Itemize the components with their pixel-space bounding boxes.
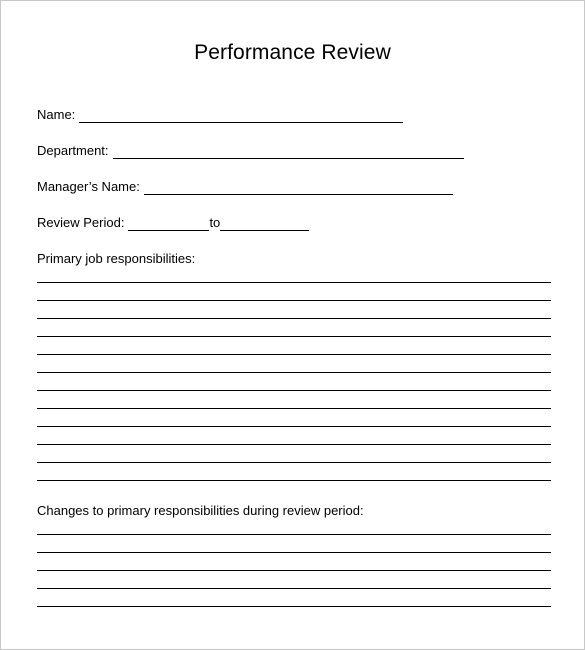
manager-name-field bbox=[37, 179, 453, 195]
primary-responsibilities-line[interactable] bbox=[37, 318, 551, 319]
primary-responsibilities-line[interactable] bbox=[37, 300, 551, 301]
department-field bbox=[37, 143, 464, 159]
changes-responsibilities-line[interactable] bbox=[37, 534, 551, 535]
page-title: Performance Review bbox=[194, 41, 391, 64]
manager-name-label: Manager’s Name: bbox=[37, 179, 140, 194]
department-label: Department: bbox=[37, 143, 109, 158]
review-period-start-line[interactable] bbox=[128, 217, 209, 231]
name-input-line[interactable] bbox=[79, 109, 403, 123]
review-period-label: Review Period: bbox=[37, 215, 125, 230]
changes-responsibilities-line[interactable] bbox=[37, 606, 551, 607]
changes-responsibilities-line[interactable] bbox=[37, 588, 551, 589]
name-label: Name: bbox=[37, 107, 76, 122]
changes-responsibilities-label: Changes to primary responsibilities during review period: bbox=[37, 503, 364, 518]
primary-responsibilities-line[interactable] bbox=[37, 372, 551, 373]
primary-responsibilities-line[interactable] bbox=[37, 480, 551, 481]
manager-name-input-line[interactable] bbox=[144, 181, 453, 195]
primary-responsibilities-line[interactable] bbox=[37, 426, 551, 427]
primary-responsibilities-line[interactable] bbox=[37, 336, 551, 337]
primary-responsibilities-line[interactable] bbox=[37, 390, 551, 391]
name-field bbox=[37, 107, 403, 123]
primary-responsibilities-line[interactable] bbox=[37, 408, 551, 409]
primary-responsibilities-line[interactable] bbox=[37, 282, 551, 283]
primary-responsibilities-line[interactable] bbox=[37, 444, 551, 445]
department-input-line[interactable] bbox=[113, 145, 464, 159]
changes-responsibilities-line[interactable] bbox=[37, 552, 551, 553]
changes-responsibilities-line[interactable] bbox=[37, 570, 551, 571]
primary-responsibilities-line[interactable] bbox=[37, 462, 551, 463]
primary-responsibilities-label: Primary job responsibilities: bbox=[37, 251, 196, 266]
review-period-to-label: to bbox=[209, 215, 221, 230]
review-period-field bbox=[37, 215, 309, 231]
primary-responsibilities-line[interactable] bbox=[37, 354, 551, 355]
review-period-end-line[interactable] bbox=[220, 217, 309, 231]
